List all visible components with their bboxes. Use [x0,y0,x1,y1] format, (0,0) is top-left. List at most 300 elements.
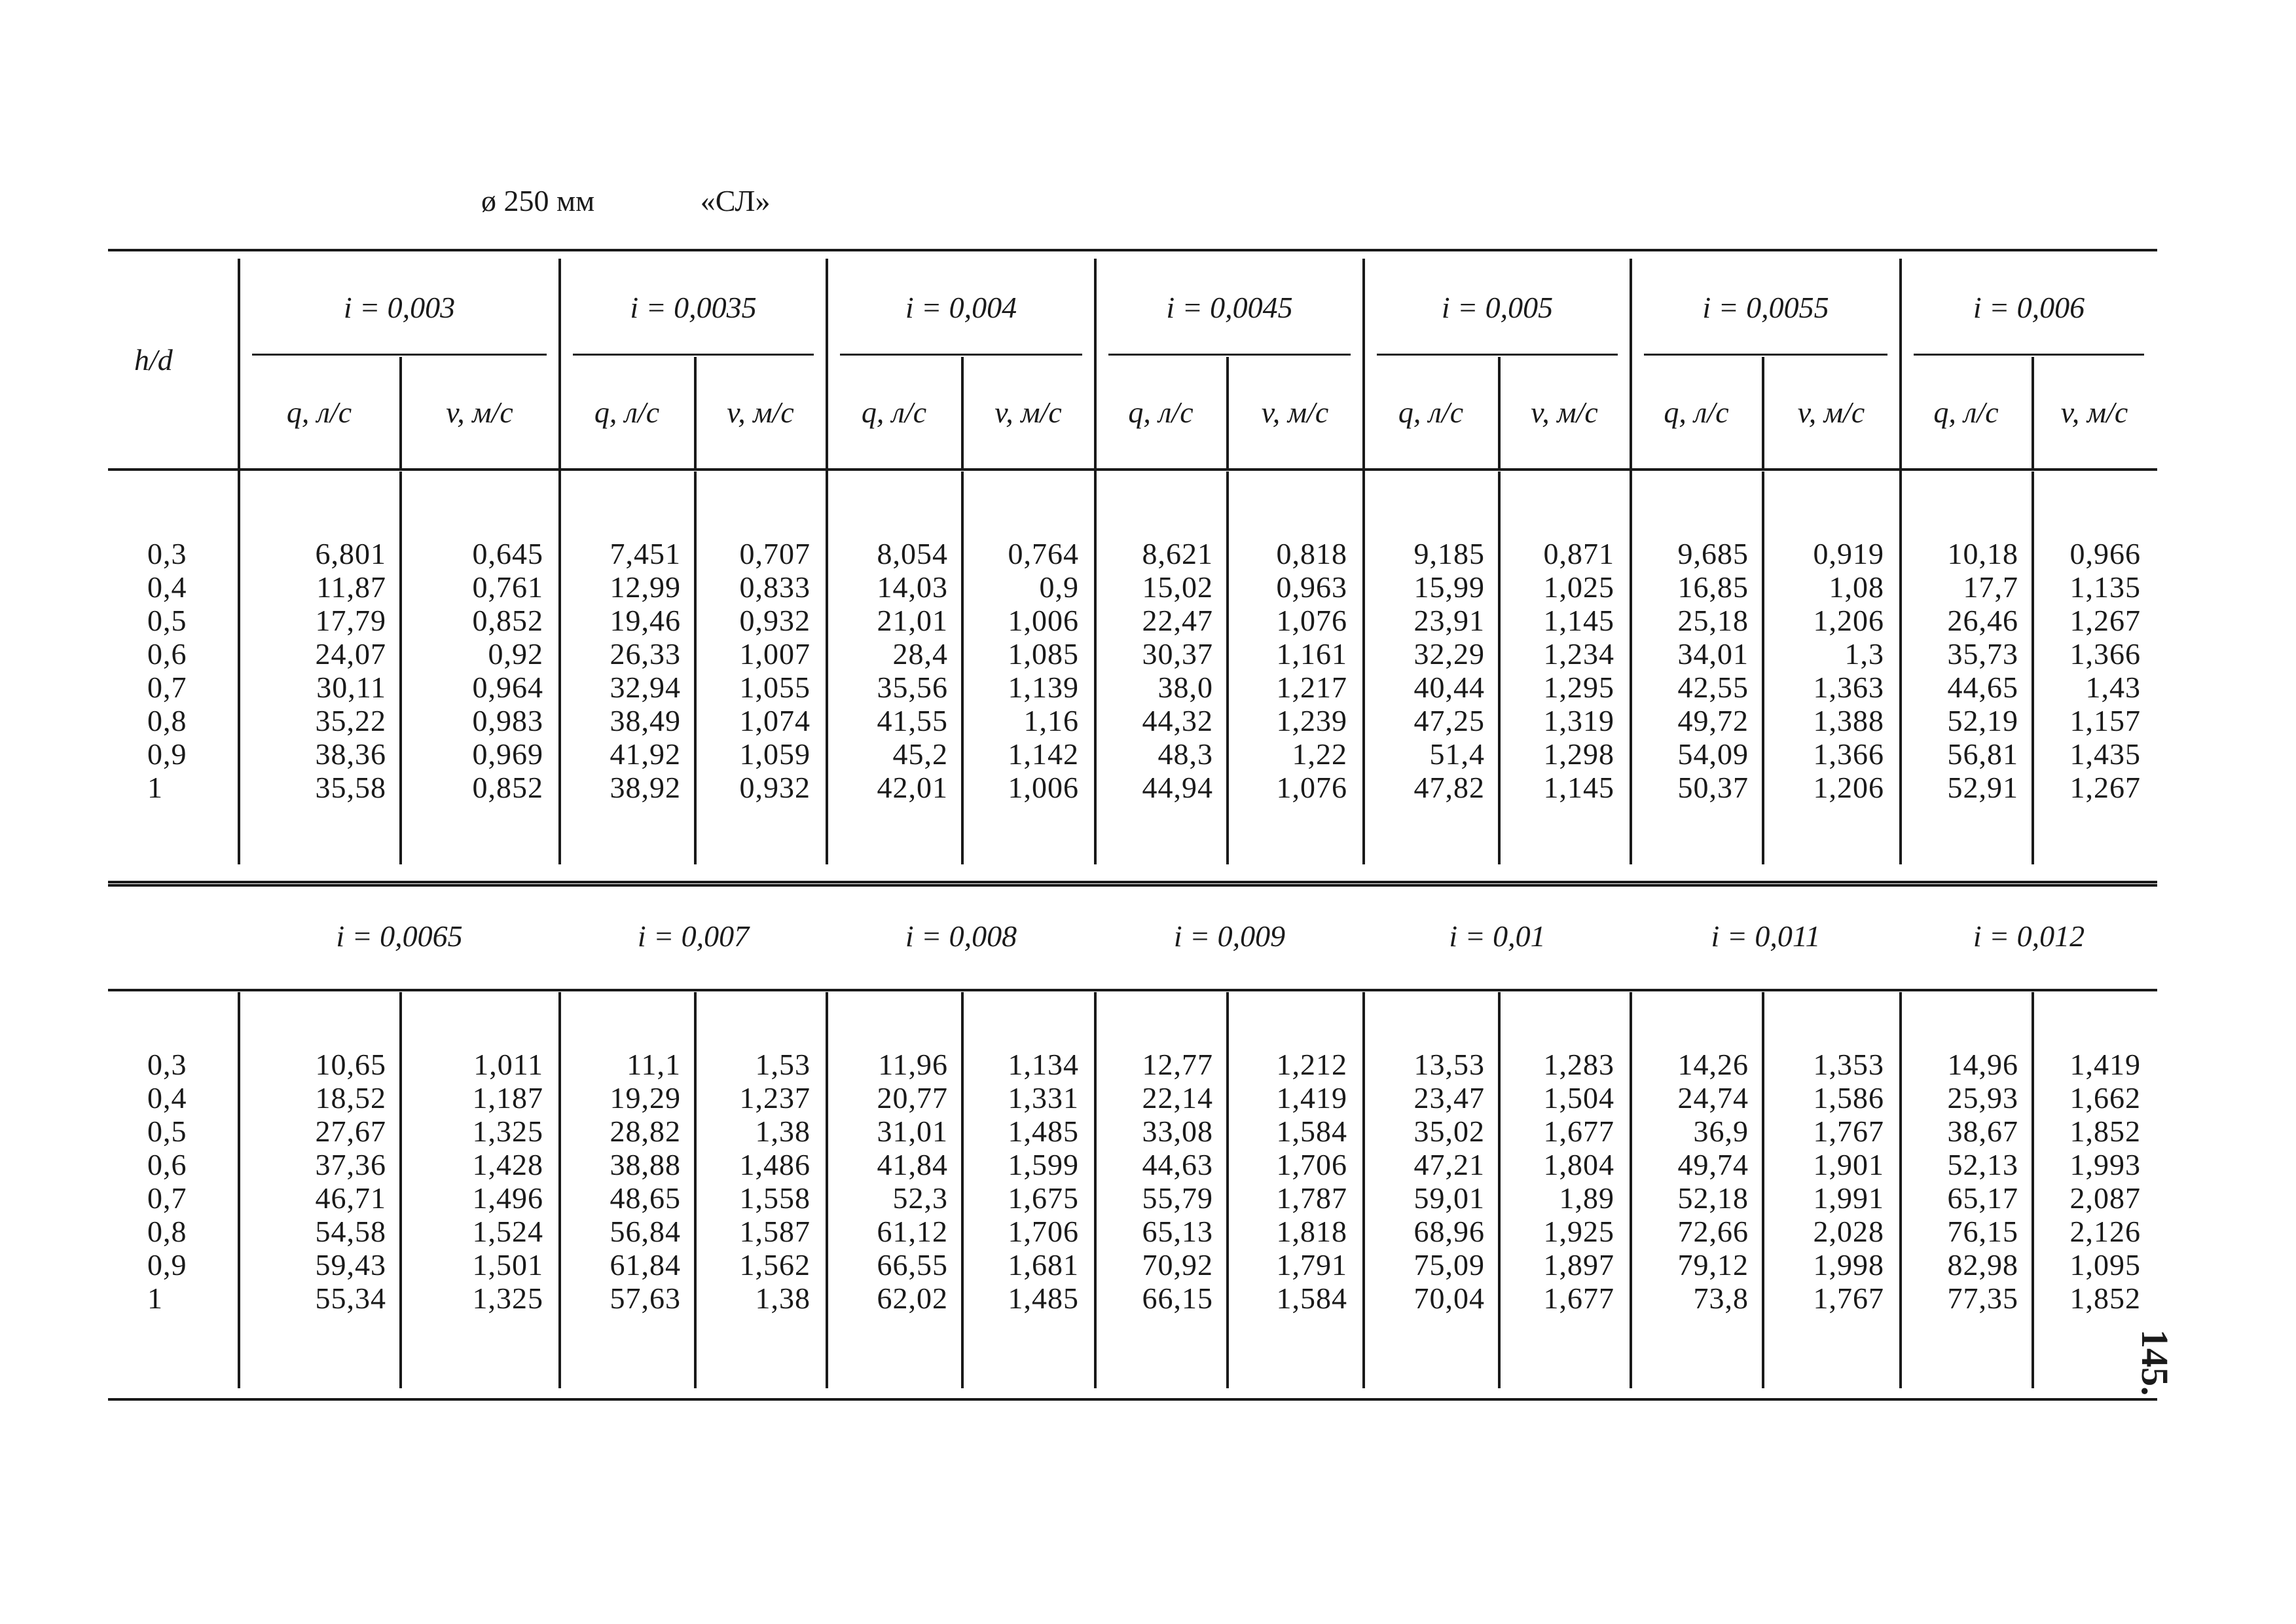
slope-header: i = 0,006 [1973,291,2085,324]
v-value: 1,142 [1008,737,1079,771]
q-value: 8,621 [1142,537,1213,570]
q-value: 56,81 [1947,737,2018,771]
v-value: 1,818 [1276,1215,1347,1248]
v-value: 1,145 [1543,604,1614,637]
v-values-column [707,1048,811,1315]
slope-header: i = 0,0045 [1166,291,1293,324]
v-values-column [1775,1048,1884,1315]
q-value: 25,93 [1947,1081,2018,1115]
v-value: 1,331 [1008,1081,1079,1115]
v-value: 1,366 [1813,737,1884,771]
v-value: 1,3 [1844,637,1884,671]
row-labels [147,1048,187,1315]
q-value: 11,96 [878,1048,948,1081]
q-value: 26,46 [1947,604,2018,637]
v-value: 1,145 [1543,771,1614,804]
q-value: 14,96 [1947,1048,2018,1081]
v-value: 1,16 [1023,704,1079,737]
v-value: 1,767 [1813,1282,1884,1315]
v-values-column [1239,1048,1347,1315]
q-value: 52,19 [1947,704,2018,737]
q-value: 28,4 [892,637,948,671]
q-value: 37,36 [315,1148,386,1181]
v-value: 1,852 [2069,1282,2141,1315]
hydraulic-table-1 [108,249,2157,884]
q-value: 56,84 [610,1215,681,1248]
v-value: 2,028 [1813,1215,1884,1248]
q-value: 40,44 [1413,671,1485,704]
q-value: 21,01 [877,604,948,637]
column-header-q: q, л/с [1933,396,1999,429]
q-value: 79,12 [1677,1248,1749,1282]
q-value: 52,3 [892,1181,948,1215]
v-value: 1,325 [472,1282,543,1315]
v-value: 1,237 [739,1081,811,1115]
group-separator [1630,259,1632,864]
q-values-column [1115,1048,1213,1315]
v-value: 1,366 [2069,637,2141,671]
q-value: 44,32 [1142,704,1213,737]
slope-header: i = 0,0065 [336,919,463,953]
q-value: 32,29 [1413,637,1485,671]
v-value: 1,011 [473,1048,543,1081]
v-values-column [412,537,543,804]
v-value: 1,43 [2085,671,2141,704]
v-value: 1,558 [739,1181,811,1215]
q-value: 54,58 [315,1215,386,1248]
slope-header: i = 0,0055 [1702,291,1829,324]
q-value: 31,01 [877,1115,948,1148]
v-value: 0,764 [1008,537,1079,570]
v-value: 1,496 [472,1181,543,1215]
q-value: 35,02 [1413,1115,1485,1148]
header-bottom-rule [108,989,2157,991]
v-value: 1,22 [1292,737,1347,771]
column-header-q: q, л/с [1664,396,1729,429]
v-values-column [412,1048,543,1315]
v-value: 0,969 [472,737,543,771]
q-value: 54,09 [1677,737,1749,771]
q-value: 18,52 [315,1081,386,1115]
v-value: 1,504 [1543,1081,1614,1115]
v-value: 0,871 [1543,537,1614,570]
group-separator [826,259,828,864]
v-value: 1,006 [1008,604,1079,637]
q-value: 38,88 [610,1148,681,1181]
slope-underline [1914,354,2144,356]
q-value: 13,53 [1413,1048,1485,1081]
q-value: 17,79 [315,604,386,637]
column-header-v: v, м/с [1261,396,1329,429]
v-value: 0,932 [739,771,811,804]
subcolumn-divider [1762,471,1764,864]
q-value: 49,72 [1677,704,1749,737]
q-values-column [1383,537,1485,804]
v-value: 1,993 [2069,1148,2141,1181]
column-header-v: v, м/с [2060,396,2128,429]
subcolumn-divider [694,357,697,468]
row-label: 0,3 [147,1048,187,1081]
subcolumn-divider [399,471,402,864]
group-separator [1362,259,1365,864]
v-value: 0,964 [472,671,543,704]
table-top-rule [108,884,2157,887]
q-value: 17,7 [1963,570,2018,604]
slope-underline [1108,354,1351,356]
v-value: 0,92 [488,637,543,671]
slope-underline [1644,354,1887,356]
column-header-q: q, л/с [1398,396,1464,429]
q-value: 55,79 [1142,1181,1213,1215]
q-value: 32,94 [610,671,681,704]
v-value: 0,833 [739,570,811,604]
v-value: 1,187 [472,1081,543,1115]
subcolumn-divider [2032,357,2034,468]
slope-header: i = 0,005 [1441,291,1554,324]
page-number: 145. [2134,1329,2176,1396]
q-value: 12,77 [1142,1048,1213,1081]
column-header-v: v, м/с [1797,396,1865,429]
q-value: 52,91 [1947,771,2018,804]
subcolumn-divider [1762,992,1764,1388]
q-value: 62,02 [877,1282,948,1315]
column-header-q: q, л/с [594,396,660,429]
q-value: 8,054 [877,537,948,570]
v-value: 0,932 [739,604,811,637]
q-value: 57,63 [610,1282,681,1315]
hydraulic-table-2 [108,884,2157,1408]
v-value: 1,006 [1008,771,1079,804]
q-values-column [1650,537,1749,804]
q-values-column [259,1048,386,1315]
v-value: 1,804 [1543,1148,1614,1181]
subcolumn-divider [961,357,964,468]
row-label: 0,7 [147,1181,187,1215]
group-separator [1899,992,1902,1388]
v-value: 1,059 [739,737,811,771]
subcolumn-divider [1498,357,1501,468]
q-value: 35,58 [315,771,386,804]
q-value: 72,66 [1677,1215,1749,1248]
v-value: 1,428 [472,1148,543,1181]
q-value: 44,63 [1142,1148,1213,1181]
q-value: 75,09 [1413,1248,1485,1282]
q-value: 12,99 [610,570,681,604]
column-header-v: v, м/с [1531,396,1598,429]
q-value: 42,01 [877,771,948,804]
v-value: 0,919 [1813,537,1884,570]
group-separator [558,992,561,1388]
v-value: 1,681 [1008,1248,1079,1282]
q-value: 34,01 [1677,637,1749,671]
q-value: 70,04 [1413,1282,1485,1315]
q-value: 48,65 [610,1181,681,1215]
group-separator [1630,992,1632,1388]
group-separator [1094,259,1097,864]
q-value: 41,55 [877,704,948,737]
q-value: 20,77 [877,1081,948,1115]
row-label: 0,4 [147,1081,187,1115]
q-value: 24,74 [1677,1081,1749,1115]
v-value: 1,363 [1813,671,1884,704]
q-value: 6,801 [315,537,386,570]
v-value: 1,599 [1008,1148,1079,1181]
v-values-column [1239,537,1347,804]
v-value: 1,925 [1543,1215,1614,1248]
column-header-v: v, м/с [994,396,1062,429]
table-bottom-rule [108,1398,2157,1401]
group-separator [1362,992,1365,1388]
subcolumn-divider [399,357,402,468]
v-value: 1,007 [739,637,811,671]
v-value: 0,966 [2069,537,2141,570]
v-value: 1,791 [1276,1248,1347,1282]
group-separator [238,259,240,864]
slope-underline [1377,354,1618,356]
q-value: 30,37 [1142,637,1213,671]
slope-header: i = 0,011 [1711,919,1821,953]
q-value: 73,8 [1693,1282,1749,1315]
q-value: 11,1 [627,1048,681,1081]
v-value: 1,134 [1008,1048,1079,1081]
v-value: 1,587 [739,1215,811,1248]
v-value: 1,562 [739,1248,811,1282]
v-value: 1,662 [2069,1081,2141,1115]
v-values-column [707,537,811,804]
q-value: 52,13 [1947,1148,2018,1181]
q-value: 14,26 [1677,1048,1749,1081]
q-value: 44,94 [1142,771,1213,804]
q-values-column [259,537,386,804]
slope-header: i = 0,009 [1173,919,1286,953]
v-values-column [974,1048,1079,1315]
q-value: 22,14 [1142,1081,1213,1115]
v-value: 1,584 [1276,1115,1347,1148]
q-values-column [1920,1048,2018,1315]
v-value: 1,025 [1543,570,1614,604]
subcolumn-divider [1226,992,1229,1388]
v-value: 1,212 [1276,1048,1347,1081]
q-value: 44,65 [1947,671,2018,704]
group-separator [826,992,828,1388]
v-value: 1,53 [755,1048,811,1081]
v-value: 1,353 [1813,1048,1884,1081]
q-value: 38,0 [1157,671,1213,704]
subcolumn-divider [1226,357,1229,468]
row-label: 0,8 [147,1215,187,1248]
v-value: 1,419 [2069,1048,2141,1081]
v-value: 1,998 [1813,1248,1884,1282]
q-values-column [579,537,681,804]
v-value: 1,319 [1543,704,1614,737]
pipe-diameter: ø 250 мм [481,184,595,217]
slope-header: i = 0,004 [905,291,1017,324]
v-value: 1,076 [1276,771,1347,804]
q-value: 22,47 [1142,604,1213,637]
v-value: 1,161 [1276,637,1347,671]
subcolumn-divider [1226,471,1229,864]
v-values-column [1775,537,1884,804]
q-value: 24,07 [315,637,386,671]
q-value: 38,36 [315,737,386,771]
q-value: 28,82 [610,1115,681,1148]
v-value: 1,419 [1276,1081,1347,1115]
header-bottom-rule [108,468,2157,471]
q-value: 19,29 [610,1081,681,1115]
q-value: 65,13 [1142,1215,1213,1248]
v-value: 1,283 [1543,1048,1614,1081]
v-value: 1,267 [2069,604,2141,637]
q-value: 77,35 [1947,1282,2018,1315]
q-value: 41,84 [877,1148,948,1181]
q-value: 35,22 [315,704,386,737]
q-value: 48,3 [1157,737,1213,771]
v-value: 1,234 [1543,637,1614,671]
v-value: 1,38 [755,1282,811,1315]
slope-header: i = 0,007 [637,919,750,953]
q-values-column [579,1048,681,1315]
slope-header: i = 0,012 [1973,919,2085,953]
q-value: 25,18 [1677,604,1749,637]
pipe-series: «СЛ» [700,184,771,217]
q-value: 76,15 [1947,1215,2018,1248]
v-value: 1,239 [1276,704,1347,737]
q-value: 49,74 [1677,1148,1749,1181]
v-value: 2,126 [2069,1215,2141,1248]
q-value: 27,67 [315,1115,386,1148]
v-values-column [2045,1048,2141,1315]
v-value: 1,217 [1276,671,1347,704]
q-value: 11,87 [316,570,386,604]
q-values-column [847,1048,948,1315]
column-header-q: q, л/с [1128,396,1194,429]
column-header-v: v, м/с [727,396,794,429]
q-value: 42,55 [1677,671,1749,704]
q-value: 33,08 [1142,1115,1213,1148]
q-value: 30,11 [316,671,386,704]
v-value: 1,157 [2069,704,2141,737]
q-values-column [1115,537,1213,804]
q-value: 10,65 [315,1048,386,1081]
q-value: 38,67 [1947,1115,2018,1148]
v-value: 1,485 [1008,1115,1079,1148]
row-label: 1 [147,1282,163,1315]
subcolumn-divider [694,992,697,1388]
q-value: 35,56 [877,671,948,704]
v-value: 1,267 [2069,771,2141,804]
v-value: 1,206 [1813,771,1884,804]
q-value: 7,451 [610,537,681,570]
group-separator [238,992,240,1388]
q-values-column [1383,1048,1485,1315]
q-value: 45,2 [892,737,948,771]
v-value: 1,135 [2069,570,2141,604]
group-separator [1094,992,1097,1388]
row-label: 0,9 [147,737,187,771]
v-values-column [1511,1048,1614,1315]
q-value: 10,18 [1947,537,2018,570]
q-value: 23,47 [1413,1081,1485,1115]
v-value: 1,706 [1008,1215,1079,1248]
row-header-label: h/d [134,343,173,377]
v-value: 1,706 [1276,1148,1347,1181]
q-value: 66,55 [877,1248,948,1282]
column-header-q: q, л/с [861,396,927,429]
v-value: 1,074 [739,704,811,737]
v-value: 1,295 [1543,671,1614,704]
q-value: 16,85 [1677,570,1749,604]
q-value: 19,46 [610,604,681,637]
row-label: 0,4 [147,570,187,604]
row-label: 0,9 [147,1248,187,1282]
v-value: 1,388 [1813,704,1884,737]
v-value: 1,139 [1008,671,1079,704]
subcolumn-divider [694,471,697,864]
v-value: 1,524 [472,1215,543,1248]
v-value: 0,983 [472,704,543,737]
q-value: 9,185 [1413,537,1485,570]
v-value: 1,901 [1813,1148,1884,1181]
q-value: 55,34 [315,1282,386,1315]
slope-underline [252,354,547,356]
v-value: 1,897 [1543,1248,1614,1282]
row-label: 0,7 [147,671,187,704]
row-label: 0,6 [147,1148,187,1181]
table-bottom-rule [108,881,2157,883]
q-value: 59,43 [315,1248,386,1282]
slope-header: i = 0,01 [1449,919,1546,953]
v-value: 1,076 [1276,604,1347,637]
subcolumn-divider [2032,992,2034,1388]
v-value: 1,095 [2069,1248,2141,1282]
subcolumn-divider [399,992,402,1388]
q-value: 36,9 [1693,1115,1749,1148]
v-value: 1,206 [1813,604,1884,637]
v-value: 1,435 [2069,737,2141,771]
row-labels [147,537,187,804]
row-label: 1 [147,771,163,804]
subcolumn-divider [2032,471,2034,864]
q-value: 46,71 [315,1181,386,1215]
v-value: 1,767 [1813,1115,1884,1148]
q-values-column [1650,1048,1749,1315]
v-value: 1,89 [1559,1181,1614,1215]
row-label: 0,3 [147,537,187,570]
v-value: 1,677 [1543,1282,1614,1315]
v-value: 0,707 [739,537,811,570]
subcolumn-divider [1498,471,1501,864]
q-value: 61,84 [610,1248,681,1282]
q-value: 38,49 [610,704,681,737]
v-value: 1,501 [472,1248,543,1282]
v-values-column [1511,537,1614,804]
v-value: 1,584 [1276,1282,1347,1315]
q-value: 15,02 [1142,570,1213,604]
q-value: 35,73 [1947,637,2018,671]
q-value: 66,15 [1142,1282,1213,1315]
q-value: 65,17 [1947,1181,2018,1215]
subcolumn-divider [1498,992,1501,1388]
v-values-column [974,537,1079,804]
table-heading [481,183,770,218]
slope-header: i = 0,0035 [630,291,757,324]
v-value: 1,085 [1008,637,1079,671]
q-value: 9,685 [1677,537,1749,570]
column-header-v: v, м/с [446,396,513,429]
table-top-rule [108,249,2157,251]
v-value: 1,852 [2069,1115,2141,1148]
v-value: 0,645 [472,537,543,570]
